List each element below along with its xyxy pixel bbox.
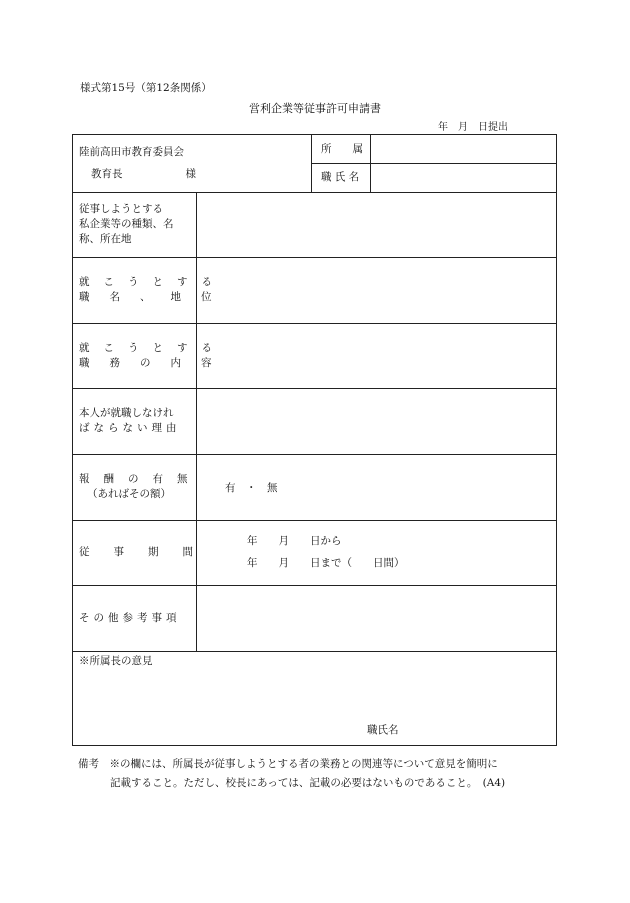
row-divider	[73, 651, 556, 652]
other-field[interactable]	[199, 586, 554, 650]
addressee-name: 教育長 様	[91, 168, 196, 180]
addressee-org: 陸前高田市教育委員会	[79, 146, 184, 158]
affiliation-field[interactable]	[375, 135, 555, 163]
remuneration-choice[interactable]: 有 ・ 無	[225, 482, 278, 494]
duties-label: 就こうとする 職務の内容	[79, 342, 232, 369]
period-to[interactable]: 年 月 日まで（ 日間）	[247, 557, 405, 569]
row-divider	[73, 520, 556, 521]
form-number: 様式第15号（第12条関係）	[80, 82, 212, 94]
principal-signature: 職氏名	[367, 724, 399, 736]
name-label: 職 氏 名	[321, 171, 360, 183]
position-label: 就こうとする 職名、地位	[79, 276, 232, 303]
remuneration-label: 報酬の有無 （あればその額）	[79, 473, 202, 500]
column-divider	[311, 135, 312, 192]
principal-opinion-field[interactable]	[79, 671, 549, 721]
other-label: その他参考事項	[79, 612, 181, 624]
column-divider	[196, 192, 197, 651]
remarks: 備考 ※の欄には、所属長が従事しようとする者の業務との関連等について意見を簡明に 記載すること。ただし、校長にあっては、記載の必要はないものであること。 (A4)	[78, 758, 506, 789]
position-field[interactable]	[199, 258, 554, 322]
reason-label: 本人が就職しなけれ ばならない理由	[79, 407, 181, 434]
document-title: 営利企業等従事許可申請書	[249, 102, 381, 115]
period-label: 従事期間	[79, 546, 217, 558]
application-form	[72, 134, 557, 746]
column-divider	[370, 135, 371, 192]
duties-field[interactable]	[199, 324, 554, 387]
row-divider	[73, 454, 556, 455]
affiliation-label: 所 属	[321, 143, 363, 155]
submission-date: 年 月 日提出	[438, 122, 508, 133]
reason-field[interactable]	[199, 389, 554, 453]
principal-opinion-label: ※所属長の意見	[79, 655, 153, 667]
period-from[interactable]: 年 月 日から	[247, 535, 342, 547]
company-field[interactable]	[199, 193, 554, 256]
company-label: 従事しようとする 私企業等の種類、名 称、所在地	[79, 203, 174, 245]
name-field[interactable]	[375, 164, 555, 192]
